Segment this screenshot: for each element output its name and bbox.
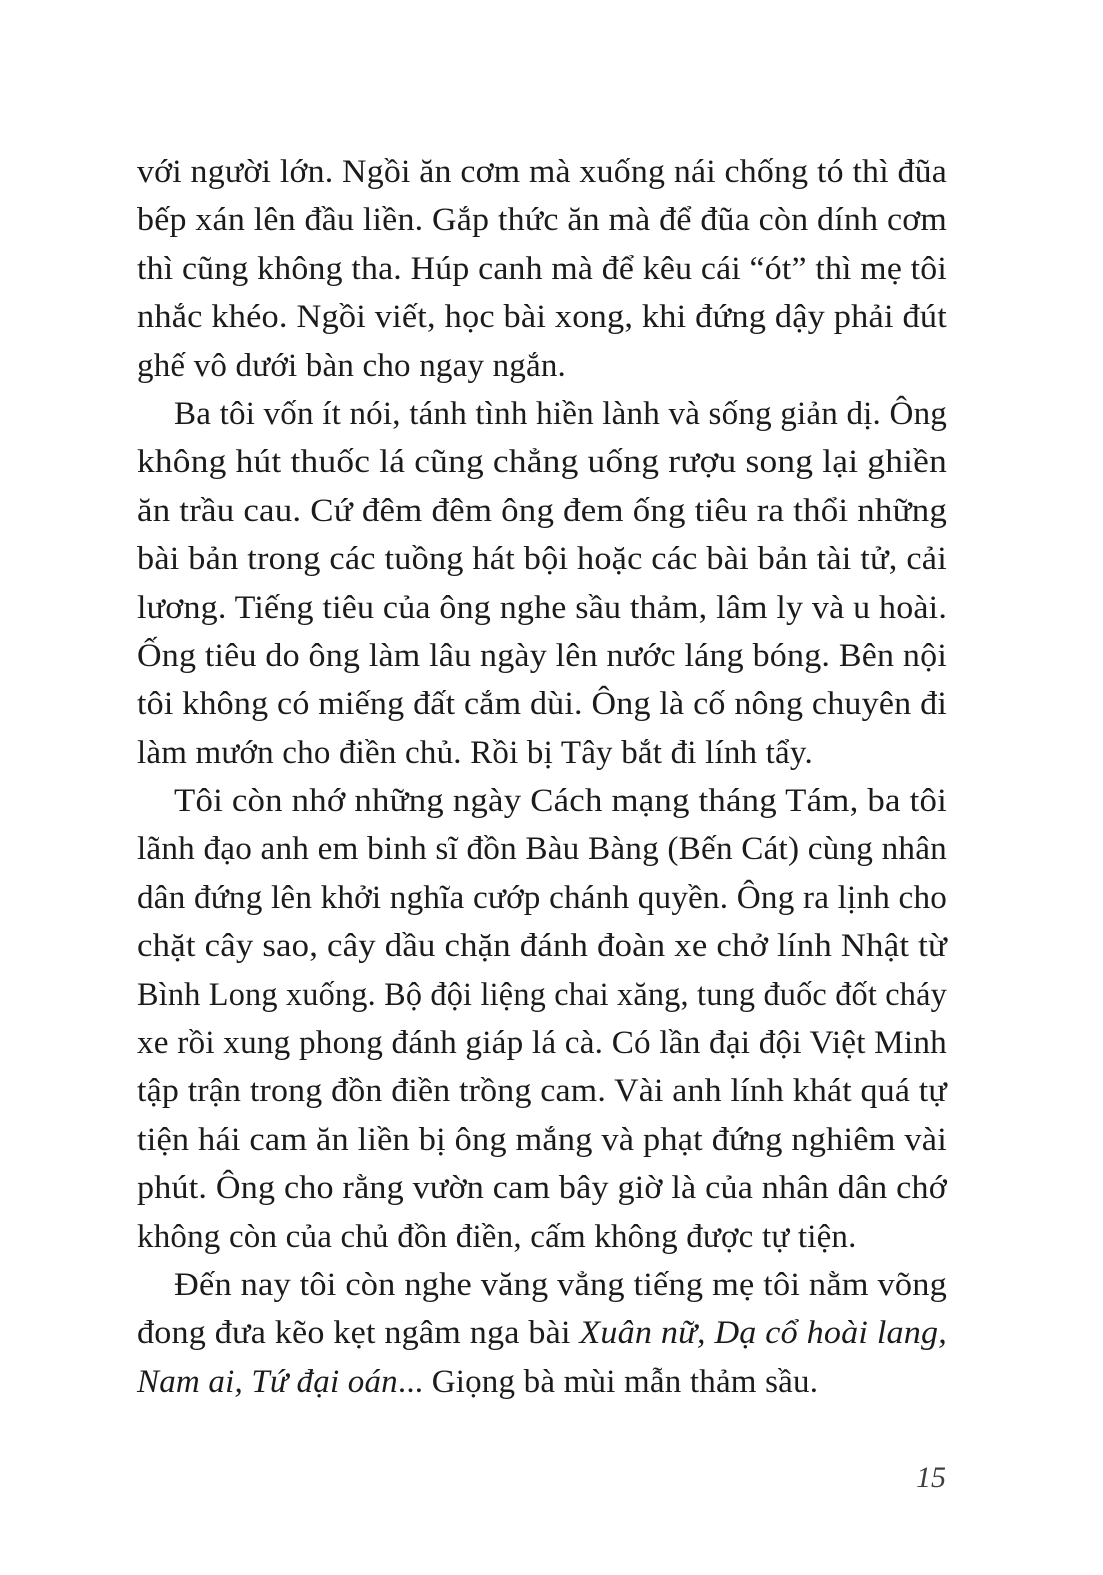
text-line (137, 1358, 818, 1406)
text-segment: bài bản trong các tuồng hát bội hoặc các bài bản tài tử, cải (137, 541, 947, 578)
text-segment: dân đứng lên khởi nghĩa cướp chánh quyền. Ông ra lịnh cho (137, 879, 948, 916)
text-line (137, 1116, 947, 1164)
song-title-italic: Nam ai, Tứ đại oán (137, 1363, 398, 1400)
text-segment: ... Giọng bà mùi mẫn thảm sầu. (397, 1363, 819, 1400)
paragraph (137, 148, 947, 390)
text-line (137, 632, 947, 680)
text-line (137, 196, 947, 244)
text-line (174, 777, 947, 825)
text-line (137, 874, 947, 922)
song-title-italic: Xuân nữ, Dạ cổ hoài lang, (579, 1315, 948, 1352)
text-line (137, 680, 947, 728)
paragraph (137, 390, 947, 777)
text-line (137, 148, 947, 196)
text-segment: Ống tiêu do ông làm lâu ngày lên nước láng bóng. Bên nội (137, 637, 947, 674)
text-line (137, 487, 947, 535)
text-segment: không hút thuốc lá cũng chẳng uống rượu song lại ghiền (137, 444, 947, 481)
text-line (137, 922, 947, 970)
text-segment: chặt cây sao, cây dầu chặn đánh đoàn xe chở lính Nhật từ (137, 928, 947, 965)
text-line (174, 390, 947, 438)
text-segment: thì cũng không tha. Húp canh mà để kêu cái “ót” thì mẹ tôi (137, 250, 948, 287)
text-segment: lương. Tiếng tiêu của ông nghe sầu thảm, lâm ly và u hoài. (137, 589, 948, 626)
page-text-block (137, 148, 947, 1406)
text-line (174, 1261, 947, 1309)
text-segment: làm mướn cho điền chủ. Rồi bị Tây bắt đi lính tẩy. (137, 734, 813, 771)
text-segment: tôi không có miếng đất cắm dùi. Ông là cố nông chuyên đi (137, 686, 947, 723)
paragraph (137, 1261, 947, 1406)
text-line (137, 1019, 947, 1067)
text-line (137, 1164, 947, 1212)
text-line (137, 438, 947, 486)
text-line (137, 584, 947, 632)
text-line (137, 1067, 947, 1115)
text-line (137, 245, 947, 293)
text-line (137, 825, 947, 873)
text-segment: tập trận trong đồn điền trồng cam. Vài anh lính khát quá tự (137, 1073, 947, 1110)
text-line (137, 293, 947, 341)
text-segment: Ba tôi vốn ít nói, tánh tình hiền lành và sống giản dị. Ông (174, 395, 948, 432)
text-segment: Tôi còn nhớ những ngày Cách mạng tháng Tám, ba tôi (174, 783, 947, 820)
text-segment: bếp xán lên đầu liền. Gắp thức ăn mà để đũa còn dính cơm (137, 202, 948, 239)
text-segment: ăn trầu cau. Cứ đêm đêm ông đem ống tiêu ra thổi những (137, 492, 948, 529)
text-segment: xe rồi xung phong đánh giáp lá cà. Có lần đại đội Việt Minh (137, 1025, 947, 1062)
text-line (137, 729, 813, 777)
text-segment: với người lớn. Ngồi ăn cơm mà xuống nái chống tó thì đũa (137, 154, 948, 190)
paragraph (137, 777, 947, 1261)
text-segment: tiện hái cam ăn liền bị ông mắng và phạt đứng nghiêm vài (137, 1121, 947, 1158)
text-segment: lãnh đạo anh em binh sĩ đồn Bàu Bàng (Bến Cát) cùng nhân (137, 831, 947, 868)
text-segment: đong đưa kẽo kẹt ngâm nga bài (137, 1315, 580, 1352)
text-line (137, 1213, 857, 1261)
text-segment: Bình Long xuống. Bộ đội liệng chai xăng, tung đuốc đốt cháy (137, 976, 947, 1013)
text-segment: nhắc khéo. Ngồi viết, học bài xong, khi đứng dậy phải đút (137, 299, 947, 336)
text-line (137, 971, 947, 1019)
text-segment: Đến nay tôi còn nghe văng vẳng tiếng mẹ tôi nằm võng (174, 1266, 948, 1303)
text-segment: phút. Ông cho rằng vườn cam bây giờ là của nhân dân chớ (137, 1170, 947, 1207)
text-segment: ghế vô dưới bàn cho ngay ngắn. (137, 347, 566, 384)
text-line (137, 1309, 947, 1357)
text-line (137, 535, 947, 583)
page-number: 15 (916, 1461, 946, 1494)
text-segment: không còn của chủ đồn điền, cấm không được tự tiện. (137, 1218, 857, 1255)
text-line (137, 342, 566, 390)
